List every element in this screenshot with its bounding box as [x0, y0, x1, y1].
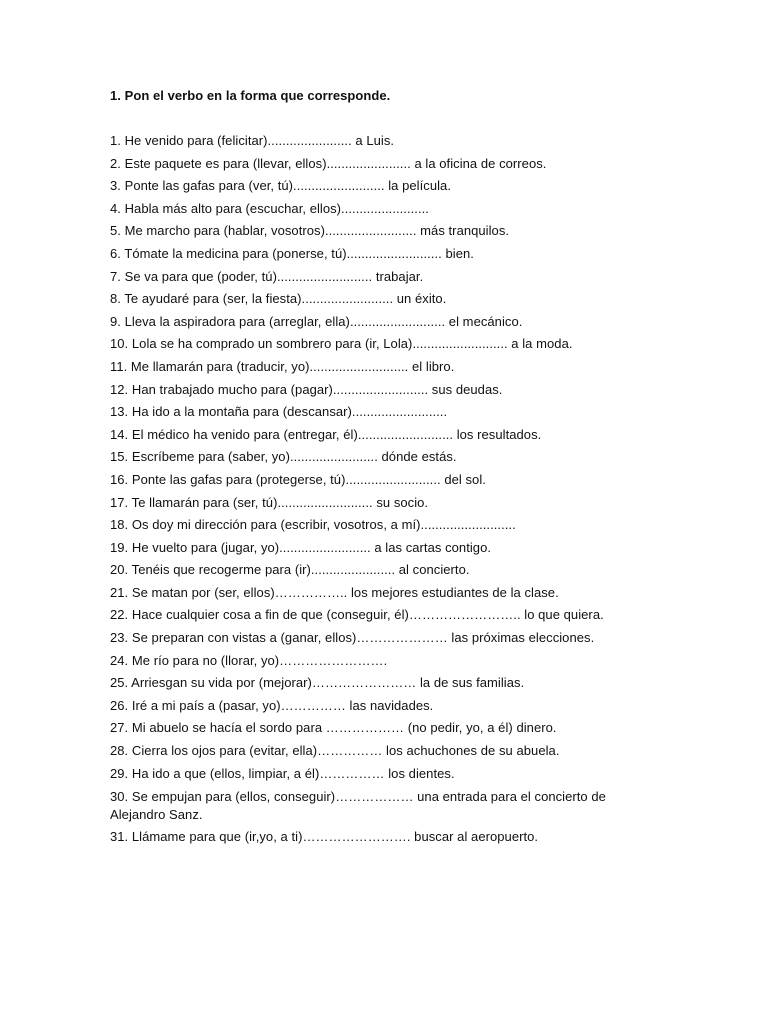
- exercise-item-11: 11. Me llamarán para (traducir, yo)........................... el libro.: [110, 358, 455, 374]
- exercise-item-17: 17. Te llamarán para (ser, tú).......................... su socio.: [110, 494, 429, 510]
- exercise-item-24: 24. Me río para no (llorar, yo)…………………….: [110, 652, 388, 668]
- exercise-item-12: 12. Han trabajado mucho para (pagar).......................... sus deudas.: [110, 381, 503, 397]
- exercise-item-25: 25. Arriesgan su vida por (mejorar)…………………… la de sus familias.: [110, 675, 525, 691]
- exercise-item-10: 10. Lola se ha comprado un sombrero para (ir, Lola).......................... a la moda.: [110, 336, 573, 352]
- exercise-item-8: 8. Te ayudaré para (ser, la fiesta)......................... un éxito.: [110, 291, 447, 307]
- exercise-item-7: 7. Se va para que (poder, tú).......................... trabajar.: [110, 268, 424, 284]
- exercise-item-30: 30. Se empujan para (ellos, conseguir)……………… una entrada para el concierto de Alejandro Sanz.: [110, 789, 606, 823]
- exercise-item-28: 28. Cierra los ojos para (evitar, ella)…………… los achuchones de su abuela.: [110, 743, 560, 759]
- exercise-item-1: 1. He venido para (felicitar)....................... a Luis.: [110, 133, 395, 148]
- exercise-title: 1. Pon el verbo en la forma que corresponde.: [110, 88, 391, 103]
- exercise-item-31: 31. Llámame para que (ir,yo, a ti)……………………. buscar al aeropuerto.: [110, 829, 539, 845]
- exercise-item-22: 22. Hace cualquier cosa a fin de que (conseguir, él)…………………….. lo que quiera.: [110, 607, 604, 623]
- exercise-item-4: 4. Habla más alto para (escuchar, ellos)........................: [110, 200, 429, 216]
- exercise-item-21: 21. Se matan por (ser, ellos)…………….. los mejores estudiantes de la clase.: [110, 584, 559, 600]
- exercise-item-18: 18. Os doy mi dirección para (escribir, vosotros, a mí)..........................: [110, 517, 516, 533]
- exercise-item-19: 19. He vuelto para (jugar, yo)......................... a las cartas contigo.: [110, 539, 492, 555]
- exercise-item-29: 29. Ha ido a que (ellos, limpiar, a él)…………… los dientes.: [110, 765, 455, 781]
- exercise-item-26: 26. Iré a mi país a (pasar, yo)…………… las navidades.: [110, 697, 434, 713]
- exercise-item-16: 16. Ponte las gafas para (protegerse, tú).......................... del sol.: [110, 471, 486, 487]
- exercise-item-14: 14. El médico ha venido para (entregar, él).......................... los resultados.: [110, 426, 542, 442]
- exercise-item-27: 27. Mi abuelo se hacía el sordo para ……………… (no pedir, yo, a él) dinero.: [110, 720, 557, 736]
- exercise-item-15: 15. Escríbeme para (saber, yo)........................ dónde estás.: [110, 449, 457, 465]
- exercise-item-23: 23. Se preparan con vistas a (ganar, ellos)………………… las próximas elecciones.: [110, 630, 595, 646]
- exercise-item-2: 2. Este paquete es para (llevar, ellos)....................... a la oficina de correos.: [110, 155, 547, 171]
- exercise-item-3: 3. Ponte las gafas para (ver, tú)......................... la película.: [110, 178, 451, 194]
- exercise-item-13: 13. Ha ido a la montaña para (descansar)..........................: [110, 404, 448, 420]
- exercise-item-20: 20. Tenéis que recogerme para (ir)....................... al concierto.: [110, 562, 470, 578]
- exercise-list: [110, 133, 670, 851]
- exercise-item-9: 9. Lleva la aspiradora para (arreglar, ella).......................... el mecánico.: [110, 313, 523, 329]
- exercise-item-5: 5. Me marcho para (hablar, vosotros)......................... más tranquilos.: [110, 223, 510, 239]
- exercise-item-6: 6. Tómate la medicina para (ponerse, tú).......................... bien.: [110, 245, 474, 261]
